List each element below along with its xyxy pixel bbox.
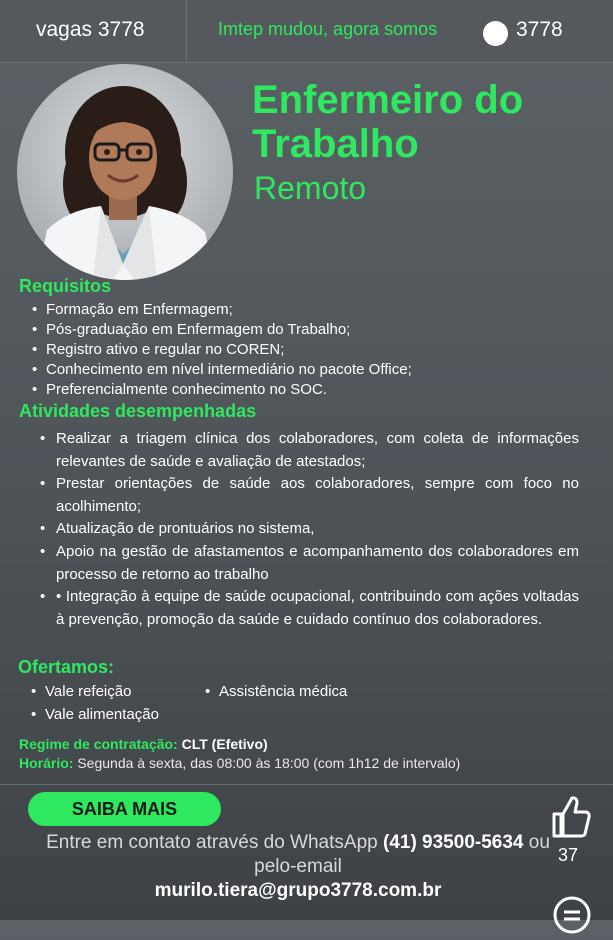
work-hours [19,755,460,771]
regime-label: Regime de contratação: [19,736,178,752]
thumbs-up-icon[interactable] [550,794,592,840]
nurse-portrait-illustration [17,64,233,280]
job-title-line-1: Enfermeiro do [252,78,524,122]
nurse-photo [17,64,233,280]
comment-icon-graphic [552,895,592,935]
header-divider [186,0,187,62]
contract-regime [19,736,268,752]
activities-list [38,428,579,631]
activity-item: • Realizar a triagem clínica dos colaboradores, com coleta de informações relevantes de saúde e avaliação de atestados; [38,428,579,473]
requirement-item: • Registro ativo e regular no COREN; [30,340,590,360]
requirements-heading: Requisitos [19,276,112,296]
comment-icon[interactable] [552,895,592,935]
offers-heading: Ofertamos: [18,657,115,677]
requirement-item: • Conhecimento em nível intermediário no pacote Office; [30,360,590,380]
job-mode: Remoto [254,170,367,206]
whatsapp-number[interactable]: (41) 93500-5634 [382,832,524,853]
requirements-list [30,300,590,400]
regime-value: CLT (Efetivo) [181,736,268,752]
hours-label: Horário: [19,755,74,771]
activity-item: • Prestar orientações de saúde aos colaboradores, sempre com foco no acolhimento; [38,473,579,518]
contact-prefix: Entre em contato através do WhatsApp [46,832,378,853]
offer-item: • Assistência médica [205,683,347,700]
contact-info [20,831,579,903]
brand-label: 3778 [516,18,563,41]
requirement-item: • Preferencialmente conhecimento no SOC. [30,380,590,400]
like-count: 37 [558,845,579,865]
divider [0,784,613,785]
job-title-line-2: Trabalho [252,122,419,166]
activities-heading: Atividades desempenhadas [19,401,257,421]
vagas-label: vagas 3778 [36,18,145,41]
offer-item: • Vale alimentação [31,706,159,723]
activity-item: • • Integração à equipe de saúde ocupacional, contribuindo com ações voltadas à prevenção, promoção da saúde e cuidado contínuo dos colaboradores. [38,586,579,631]
email-prefix: pelo-email [254,856,342,877]
activity-item: • Atualização de prontuários no sistema, [38,518,579,541]
activity-item: • Apoio na gestão de afastamentos e acompanhamento dos colaboradores em processo de retorno ao trabalho [38,541,579,586]
email-address[interactable]: murilo.tiera@grupo3778.com.br [154,880,442,901]
requirement-item: • Pós-graduação em Enfermagem do Trabalho; [30,320,590,340]
job-title [252,78,523,166]
brand-dot-icon [483,21,508,46]
contact-connector: ou [528,832,550,853]
offer-item: • Vale refeição [31,683,131,700]
rebrand-label: Imtep mudou, agora somos [218,19,438,39]
saiba-mais-button[interactable]: SAIBA MAIS [28,792,221,826]
thumbs-up-icon-graphic [550,794,592,840]
hours-value: Segunda à sexta, das 08:00 às 18:00 (com 1h12 de intervalo) [77,755,461,771]
top-banner [0,0,613,63]
requirement-item: • Formação em Enfermagem; [30,300,590,320]
